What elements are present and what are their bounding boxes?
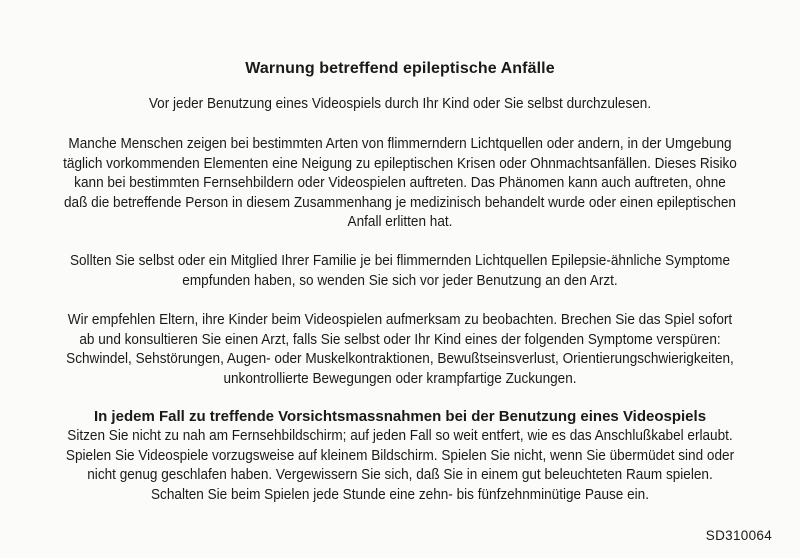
paragraph-line: Schalten Sie beim Spielen jede Stunde eine zehn- bis fünfzehnminütige Pause ein. [151,486,649,503]
paragraph-risk [56,135,744,233]
intro-line: Vor jeder Benutzung eines Videospiels durch Ihr Kind oder Sie selbst durchzulesen. [148,96,652,112]
paragraph-line: Sitzen Sie nicht zu nah am Fernsehbildschirm; auf jeden Fall so weit entfert, wie es das Anschlußkabel erlaubt. [67,428,733,444]
document-title: Warnung betreffend epileptische Anfälle [245,60,555,77]
paragraph-line: täglich vorkommenden Elementen eine Neigung zu epileptischen Krisen oder Ohnmachtsanfällen. Dieses Risiko [63,155,737,172]
paragraph-line: Sollten Sie selbst oder ein Mitglied Ihrer Familie je bei flimmernden Lichtquellen Epilepsie-ähnliche Symptome [69,253,731,269]
paragraph-family [56,252,744,291]
paragraph-line: Anfall erlitten hat. [347,214,453,231]
paragraph-line: kann bei bestimmten Fernsehbildern oder Videospielen auftreten. Das Phänomen kann auch auftreten, ohne [74,175,726,192]
paragraph-line: nicht genug geschlafen haben. Vergewissern Sie sich, daß Sie in einem gut beleuchteten Raum spielen. [87,467,713,484]
document-code: SD310064 [705,528,772,543]
intro-paragraph [56,95,744,115]
paragraph-line: Schwindel, Sehstörungen, Augen- oder Muskelkontraktionen, Bewußtseinsverlust, Orientierungschwierigkeiten, [66,351,734,368]
paragraph-line: daß die betreffende Person in diesem Zusammenhang je medizinisch behandelt wurde oder einen epileptischen [63,194,736,211]
paragraph-line: ab und konsultieren Sie einen Arzt, falls Sie selbst oder Ihr Kind eines der folgenden Symptome verspüren: [79,331,721,348]
paragraph-line: unkontrollierte Bewegungen oder krampfartige Zuckungen. [223,370,577,387]
paragraph-line: empfunden haben, so wenden Sie sich vor jeder Benutzung an den Arzt. [182,272,618,289]
paragraph-line: Manche Menschen zeigen bei bestimmten Arten von flimmerndern Lichtquellen oder andern, in der Umgebung [68,136,732,152]
paragraph-precautions [56,427,744,505]
precautions-heading: In jedem Fall zu treffende Vorsichtsmassnahmen bei der Benutzung eines Videospiels [93,408,707,425]
paragraph-symptoms [56,311,744,389]
paragraph-line: Wir empfehlen Eltern, ihre Kinder beim Videospielen aufmerksam zu beobachten. Brechen Sie das Spiel sofort [67,312,733,328]
paragraph-line: Spielen Sie Videospiele vorzugsweise auf kleinem Bildschirm. Spielen Sie nicht, wenn Sie übermüdet sind oder [65,447,735,464]
